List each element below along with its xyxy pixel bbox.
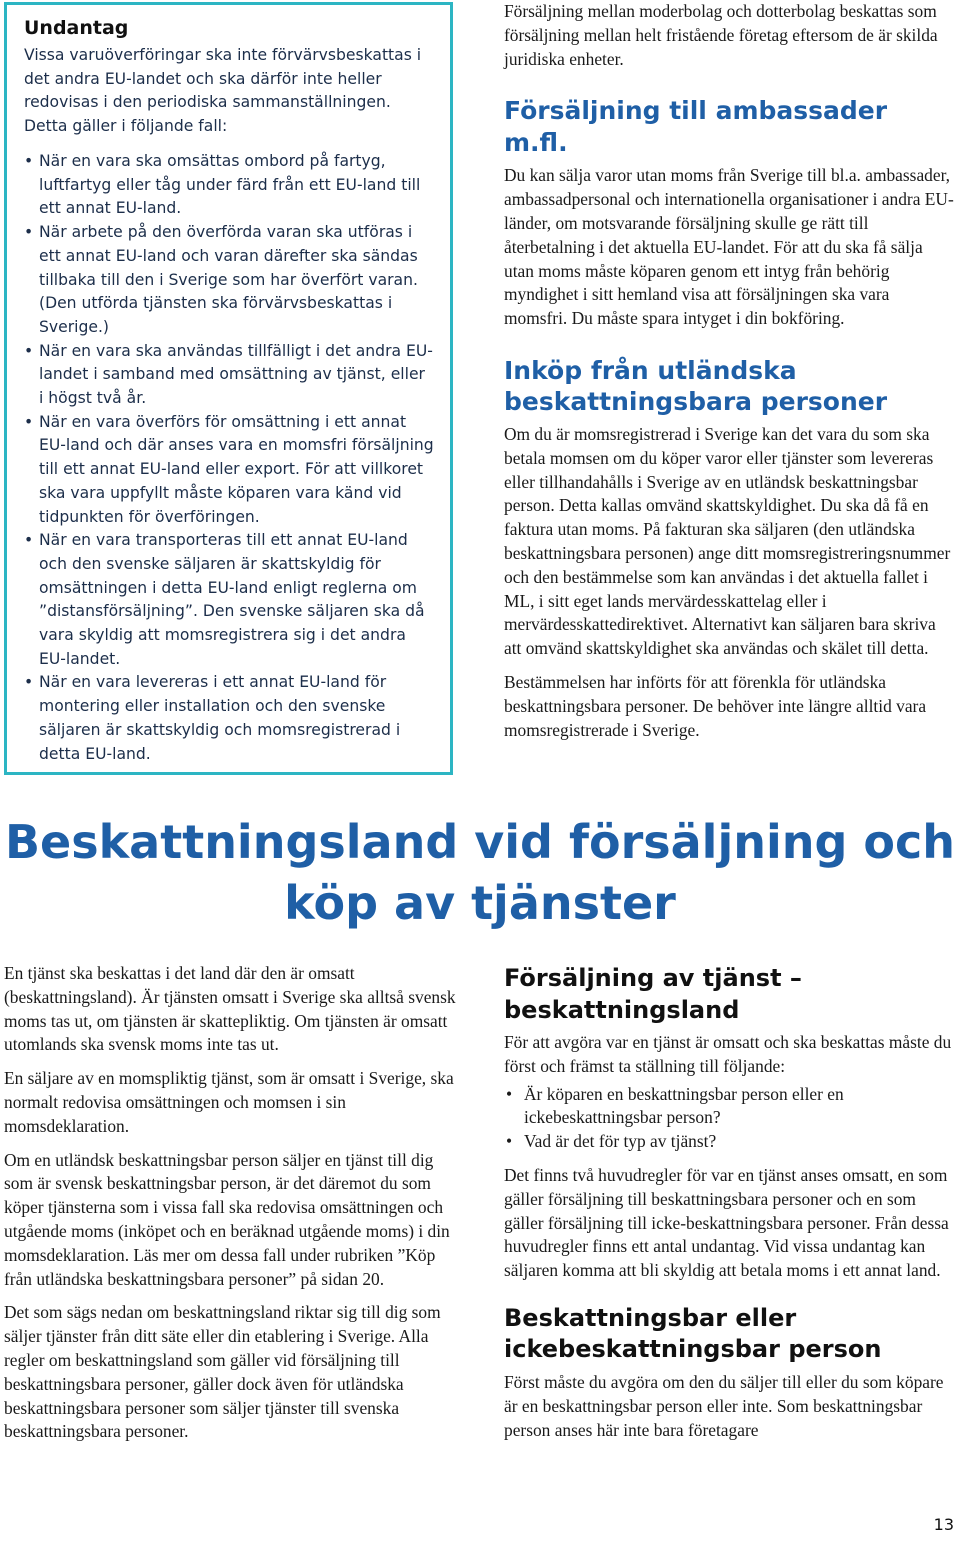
inkop-paragraph-1: Om du är momsregistrerad i Sverige kan det vara du som ska betala momsen om du köper varor eller tjänster som levereras eller tillhandahålls i Sverige av en utländsk beskattningsbar person. Detta kallas omvänd skattskyldighet. Du ska då få en faktura utan moms. På fakturan ska säljaren (den utländska beskattningsbara personen) ange ditt momsregistreringsnummer och den bestämmelse som kan användas i det aktuella fallet i ML, i sitt eget lands mervärdesskattelag eller i mervärdesskattedirektivet. Alternativt kan säljaren bara skriva att omvänd skattskyldighet ska användas och skälet till detta. [504, 423, 951, 659]
list-item: • Är köparen en beskattningsbar person eller en ickebeskattningsbar person? [504, 1083, 956, 1131]
beskattningsbar-heading: Beskattningsbar eller ickebeskattningsbar person [504, 1303, 882, 1364]
paragraph: Om en utländsk beskattningsbar person säljer en tjänst till dig som är svensk beskattningsbar person, är det däremot du som köper tjänsterna som i vissa fall ska redovisa omsättningen och utgående moms (inköpet och en beräknad utgående moms) i din momsdeklaration. Läs mer om dessa fall under rubriken ”Köp från utländska beskattningsbara personer” på sidan 20. [4, 1149, 450, 1289]
list-item: • När en vara ska användas tillfälligt i det andra EU-landet i samband med omsättning av tjänst, eller i högst två år. [24, 340, 434, 411]
paragraph: Det finns två huvudregler för var en tjänst anses omsatt, en som gäller försäljning till beskattningsbara personer och en som gäller försäljning till icke-beskattningsbara personer. Från dessa huvudregler finns ett antal undantag. Vid vissa undantag kan säljaren komma att bli skyldig att betala moms i ett annat land. [504, 1164, 949, 1281]
list-item: • När en vara överförs för omsättning i ett annat EU-land och där anses vara en momsfri försäljning till ett annat EU-land eller export. För att villkoret ska vara uppfyllt måste köparen vara känd vid tidpunkten för överföringen. [24, 411, 434, 530]
paragraph: Det som sägs nedan om beskattningsland riktar sig till dig som säljer tjänster från ditt säte eller din etablering i Sverige. Alla regler om beskattningsland som gäller vid försäljning till beskattningsbara personer, gäller dock även för utländska beskattningsbara personer som säljer tjänster till svenska beskattningsbara personer. [4, 1302, 441, 1442]
page-number: 13 [933, 1515, 954, 1534]
list-item: • När en vara levereras i ett annat EU-land för montering eller installation och den svenske säljaren är skattskyldig och momsregistrerad i detta EU-land. [24, 671, 434, 766]
top-right-column [504, 0, 956, 742]
list-item: • Vad är det för typ av tjänst? [504, 1130, 956, 1154]
list-item: • När en vara ska omsättas ombord på fartyg, luftfartyg eller tåg under färd från ett EU-land till ett annat EU-land. [24, 150, 434, 221]
bottom-right-column [504, 963, 956, 1442]
bottom-left-column [4, 962, 456, 1444]
list-item: • När en vara transporteras till ett annat EU-land och den svenske säljaren är skattskyldig för omsättningen i detta EU-land enligt reglerna om ”distansförsäljning”. Den svenske säljaren ska då vara skyldig att momsregistrera sig i det andra EU-landet. [24, 529, 434, 671]
subsidiary-paragraph: Försäljning mellan moderbolag och dotterbolag beskattas som försäljning mellan helt fristående företag eftersom de är skilda juridiska enheter. [504, 1, 938, 69]
inkop-paragraph-2: Bestämmelsen har införts för att förenkla för utländska beskattningsbara personer. De behöver inte längre alltid vara momsregistrerade i Sverige. [504, 671, 927, 740]
ambassader-heading: Försäljning till ambassader m.fl. [504, 96, 888, 157]
list-item: • När arbete på den överförda varan ska utföras i ett annat EU-land och varan därefter ska sändas tillbaka till den i Sverige som har överfört varan. (Den utförda tjänsten ska förvärvsbeskattas i Sverige.) [24, 221, 434, 340]
undantag-intro: Vissa varuöverföringar ska inte förvärvsbeskattas i det andra EU-landet och ska därför inte heller redovisas i den periodiska sammanställningen. Detta gäller i följande fall: [24, 46, 422, 136]
ambassader-paragraph: Du kan sälja varor utan moms från Sverige till bl.a. ambassader, ambassadpersonal och internationella organisationer i andra EU-länder, om motsvarande försäljning skulle ge rätt till återbetalning i det aktuella EU-landet. För att du ska få sälja utan moms måste köparen genom ett intyg från behörig myndighet i sitt hemland visa att försäljningen ska vara momsfri. Du måste spara intyget i din bokföring. [504, 165, 954, 329]
paragraph: En säljare av en momspliktig tjänst, som är omsatt i Sverige, ska normalt redovisa omsättningen och momsen i sin momsdeklaration. [4, 1068, 454, 1136]
undantag-title: Undantag [24, 17, 129, 39]
undantag-list [24, 150, 434, 766]
question-list [504, 1083, 956, 1154]
main-heading: Beskattningsland vid försäljning och köp av tjänster [4, 815, 956, 930]
inkop-heading: Inköp från utländska beskattningsbara personer [504, 355, 888, 417]
paragraph: En tjänst ska beskattas i det land där den är omsatt (beskattningsland). Är tjänsten omsatt i Sverige ska alltså svensk moms tas ut, om tjänsten är skattepliktig. Om tjänsten är omsatt utomlands ska svensk moms inte tas ut. [4, 963, 456, 1055]
paragraph: Först måste du avgöra om den du säljer till eller du som köpare är en beskattningsbar person eller inte. Som beskattningsbar person anses här inte bara företagare [504, 1371, 944, 1440]
forsaljning-tjanst-heading: Försäljning av tjänst – beskattningsland [504, 964, 802, 1024]
paragraph: För att avgöra var en tjänst är omsatt och ska beskattas måste du först och främst ta ställning till följande: [504, 1032, 952, 1076]
